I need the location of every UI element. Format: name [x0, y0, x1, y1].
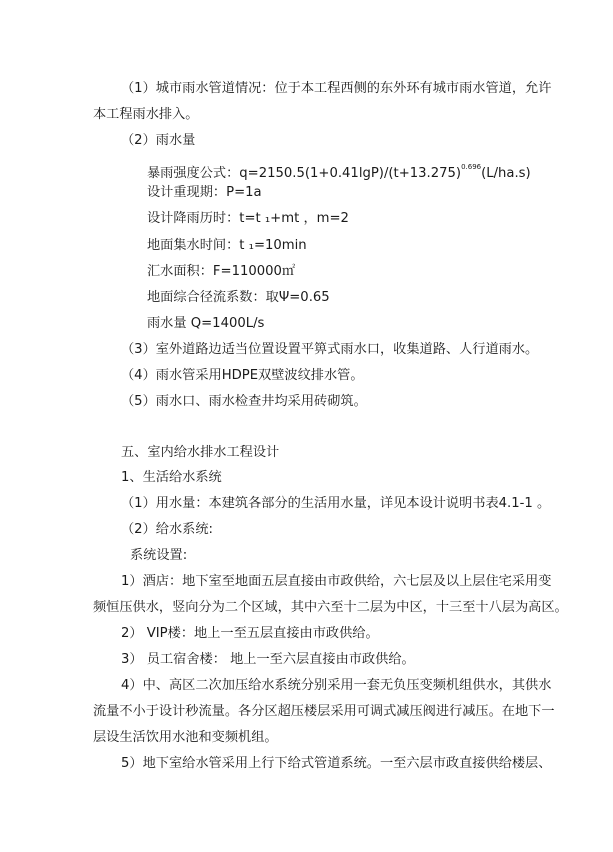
item-5-manhole: （5）雨水口、雨水检查井均采用砖砌筑。	[121, 394, 367, 409]
section-heading-5: 五、室内给水排水工程设计	[121, 445, 280, 460]
vip-building-supply: 2） VIP楼：地上一至五层直接由市政供给。	[121, 626, 379, 641]
booster-system-line3: 层设生活饮用水池和变频机组。	[93, 730, 278, 745]
para-storm-pipe-line1: （1）城市雨水管道情况：位于本工程西侧的东外环有城市雨水管道，允许	[121, 81, 552, 96]
item-2-water-system: （2）给水系统:	[121, 522, 213, 537]
formula-text: 暴雨强度公式：q=2150.5(1+0.41lgP)/(t+13.275)	[147, 166, 462, 181]
item-3-rain-inlet: （3）室外道路边适当位置设置平箅式雨水口，收集道路、人行道雨水。	[121, 342, 539, 357]
rain-volume-value: 雨水量 Q=1400L/s	[147, 316, 265, 331]
design-rain-duration: 设计降雨历时：t=t ₁+mt ，m=2	[147, 211, 349, 226]
staff-dorm-supply: 3） 员工宿舍楼： 地上一至六层直接由市政供给。	[121, 652, 415, 667]
ground-collect-time: 地面集水时间：t ₁=10min	[147, 238, 307, 253]
formula-storm-intensity	[147, 158, 531, 183]
formula-exponent: 0.696	[461, 163, 482, 171]
runoff-coefficient: 地面综合径流系数：取Ψ=0.65	[147, 290, 330, 305]
booster-system-line2: 流量不小于设计秒流量。各分区超压楼层采用可调式减压阀进行减压。在地下一	[93, 704, 555, 719]
hotel-supply-line2: 频恒压供水，竖向分为二个区域，其中六至十二层为中区，十三至十八层为高区。	[93, 600, 568, 615]
subsection-heading-1: 1、生活给水系统	[121, 470, 222, 485]
catchment-area: 汇水面积：F=110000㎡	[147, 264, 296, 279]
formula-unit: (L/ha.s)	[481, 166, 531, 181]
basement-pipe-line1: 5）地下室给水管采用上行下给式管道系统。一至六层市政直接供给楼层、	[121, 756, 552, 771]
heading-rain-volume: （2）雨水量	[121, 133, 196, 148]
system-setup-label: 系统设置:	[130, 548, 188, 563]
design-return-period: 设计重现期：P=1a	[147, 185, 262, 200]
hotel-supply-line1: 1）酒店：地下室至地面五层直接由市政供给，六七层及以上层住宅采用变	[121, 574, 552, 589]
booster-system-line1: 4）中、高区二次加压给水系统分别采用一套无负压变频机组供水，其供水	[121, 678, 552, 693]
item-1-water-usage: （1）用水量：本建筑各部分的生活用水量，详见本设计说明书表4.1-1 。	[121, 496, 551, 511]
item-4-pipe-material: （4）雨水管采用HDPE双壁波纹排水管。	[121, 368, 364, 383]
para-storm-pipe-line2: 本工程雨水排入。	[93, 107, 199, 122]
